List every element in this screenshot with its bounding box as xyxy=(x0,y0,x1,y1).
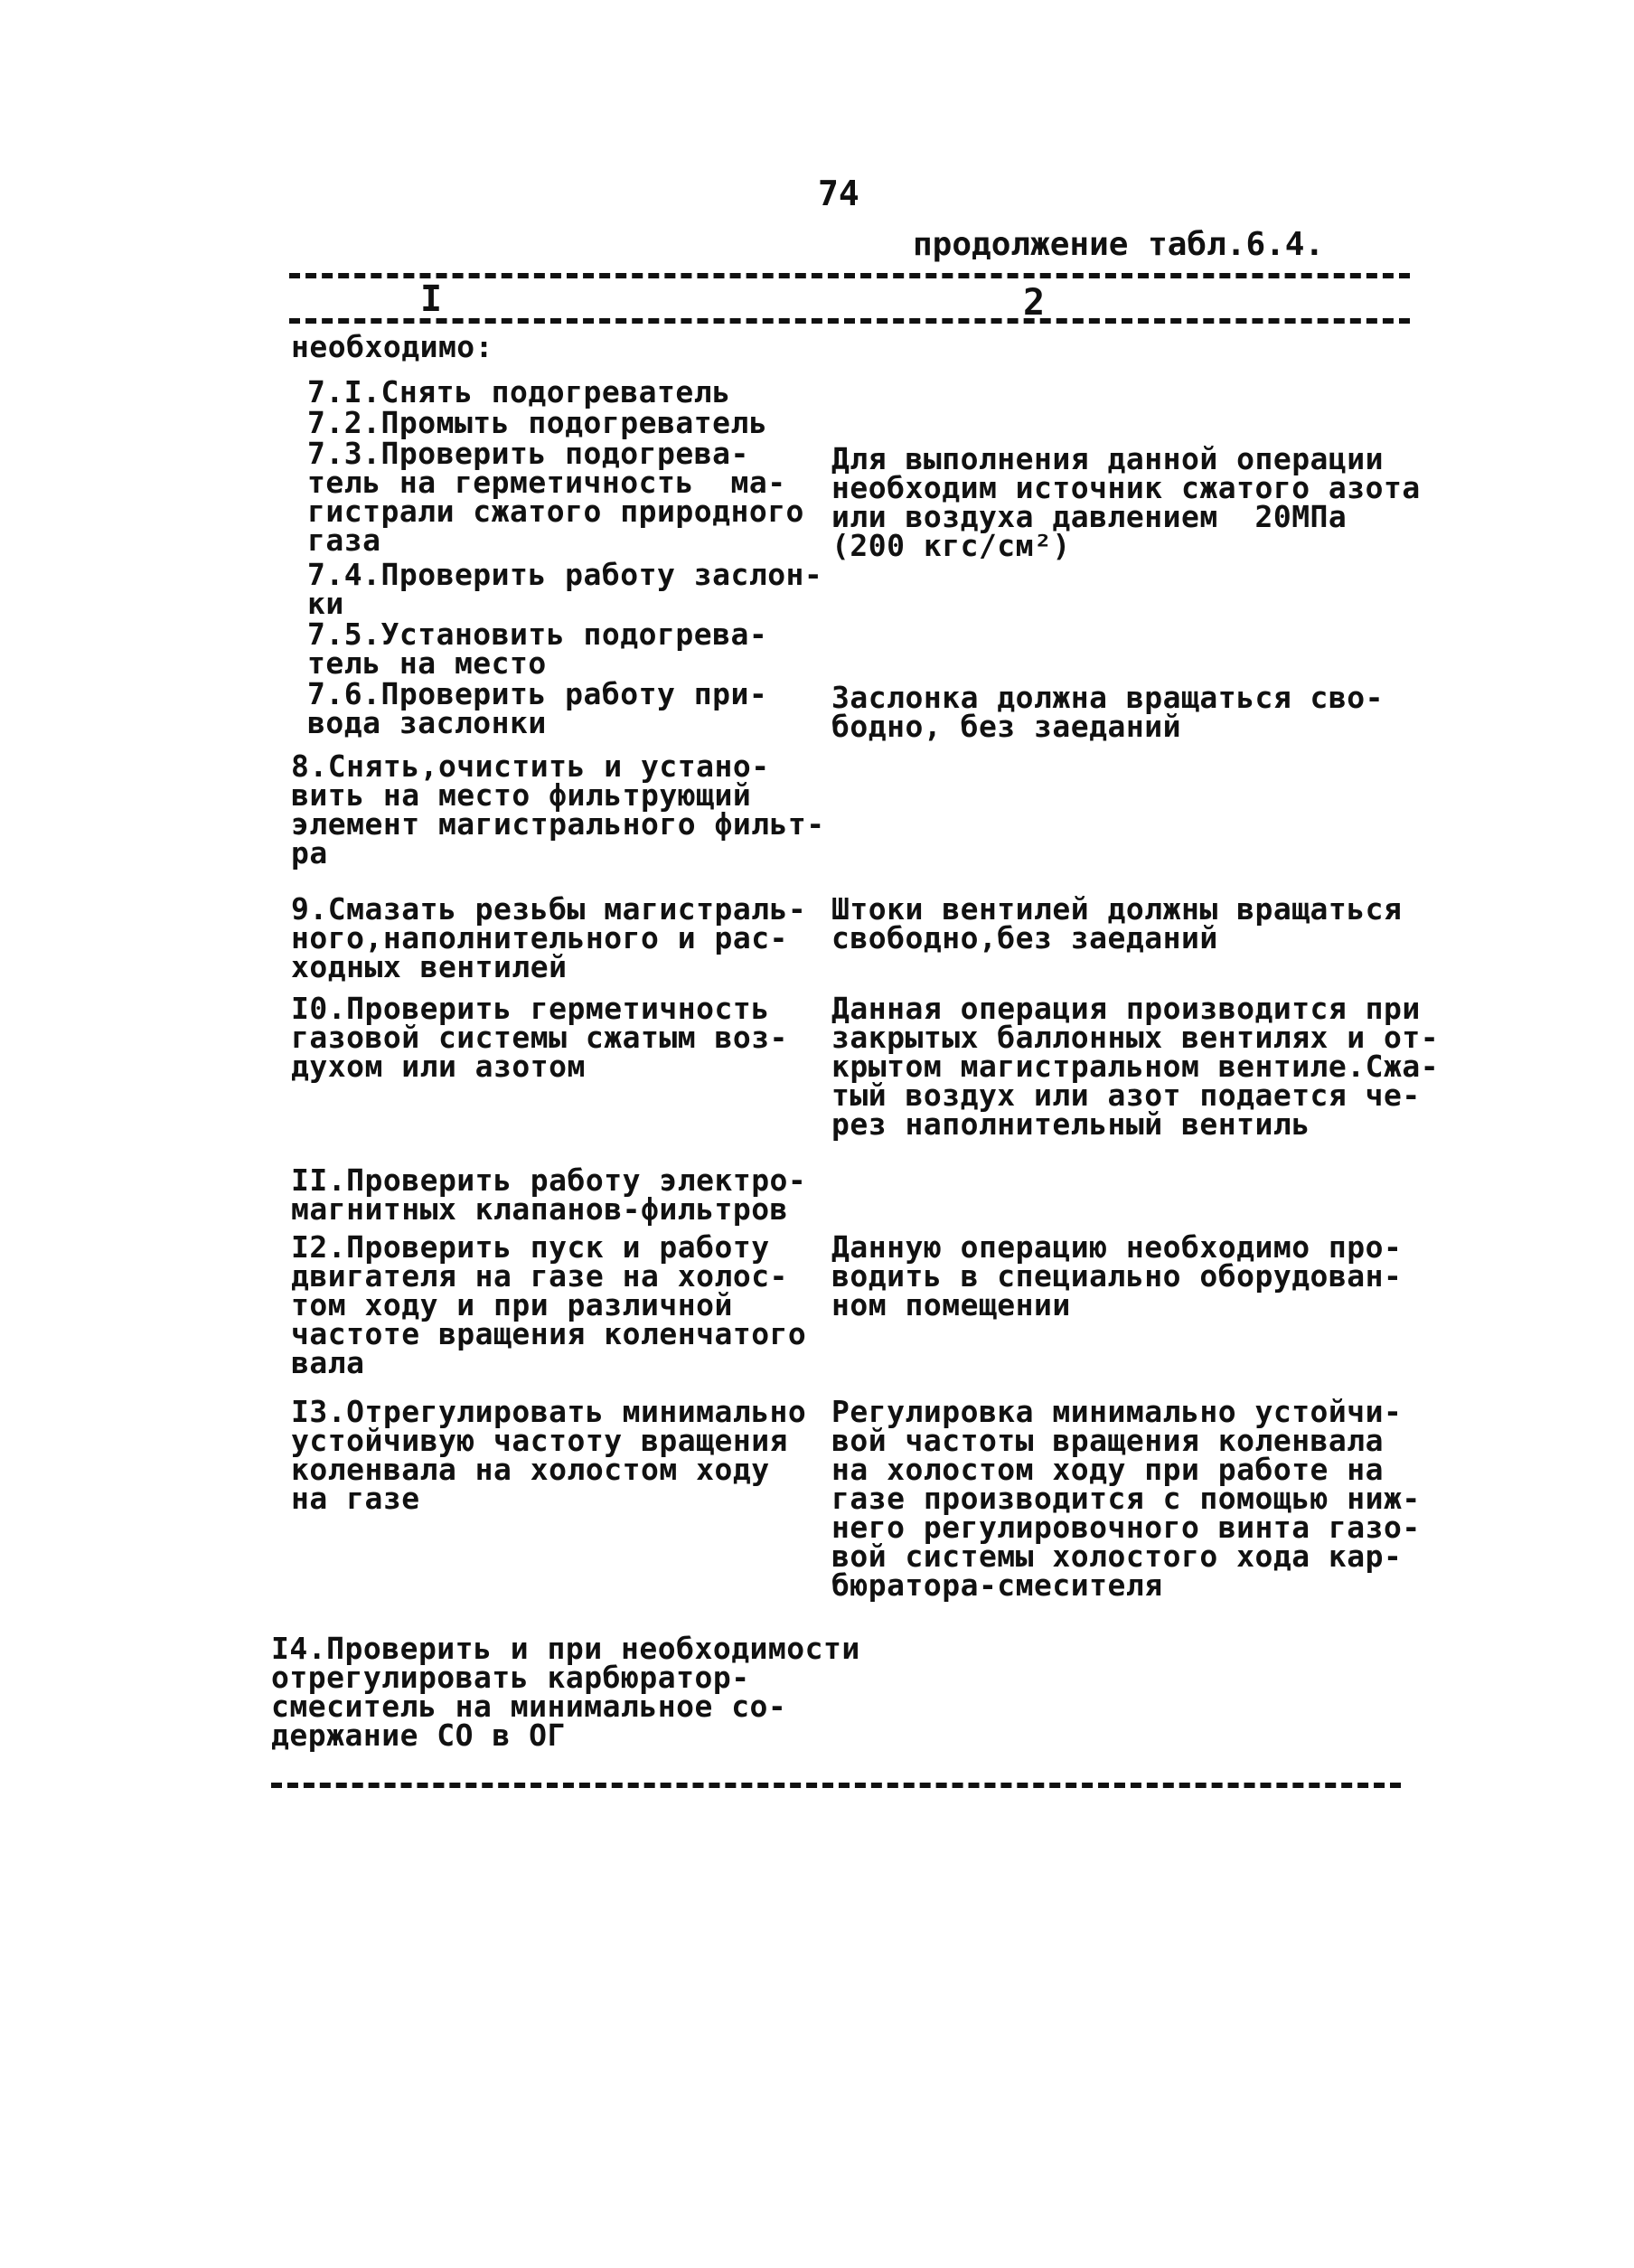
table-caption: продолжение табл.6.4. xyxy=(913,226,1325,263)
step-12: I2.Проверить пуск и работу двигателя на газе на холос- том ходу и при различной частоте вращения коленчатого вала xyxy=(291,1229,807,1380)
step-7-5: 7.5.Установить подогрева- тель на место xyxy=(307,616,768,681)
note-10: Данная операция производится при закрытых баллонных вентилях и от- крытом магистральном вентиле.Сжа- тый воздух или азот подается че- рез наполнительный вентиль xyxy=(831,991,1440,1142)
note-12: Данную операцию необходимо про- водить в специально оборудован- ном помещении xyxy=(831,1229,1403,1322)
table-bottom-rule xyxy=(271,1783,1401,1788)
step-7-4: 7.4.Проверить работу заслон- ки xyxy=(307,557,823,621)
step-7-1: 7.I.Снять подогреватель xyxy=(307,374,731,409)
step-8: 8.Снять,очистить и устано- вить на место фильтрующий элемент магистрального фильт- ра xyxy=(291,748,825,870)
step-13: I3.Отрегулировать минимально устойчивую частоту вращения коленвала на холостом ходу на газе xyxy=(291,1394,807,1516)
step-10: I0.Проверить герметичность газовой системы сжатым воз- духом или азотом xyxy=(291,991,788,1084)
intro-text: необходимо: xyxy=(291,329,494,364)
column-header-2: 2 xyxy=(1023,282,1046,324)
note-13: Регулировка минимально устойчи- вой частоты вращения коленвала на холостом ходу при работе на газе производится с помощью ниж- него регулировочного винта газо- вой системы холостого хода кар- бюратора-смесителя xyxy=(831,1394,1421,1603)
page-number: 74 xyxy=(818,174,859,213)
table-header-rule xyxy=(289,318,1410,324)
column-header-1: I xyxy=(420,278,443,320)
step-11: II.Проверить работу электро- магнитных клапанов-фильтров xyxy=(291,1162,807,1227)
step-7-2: 7.2.Промыть подогреватель xyxy=(307,405,768,440)
step-7-3: 7.3.Проверить подогрева- тель на герметичность ма- гистрали сжатого природного газа xyxy=(307,436,804,558)
note-7-6: Заслонка должна вращаться сво- бодно, без заеданий xyxy=(831,680,1385,744)
step-9: 9.Смазать резьбы магистраль- ного,наполнительного и рас- ходных вентилей xyxy=(291,891,807,984)
note-9: Штоки вентилей должны вращаться свободно,без заеданий xyxy=(831,891,1403,955)
note-7-3: Для выполнения данной операции необходим источник сжатого азота или воздуха давлением 20МПа (200 кгс/см²) xyxy=(831,441,1421,563)
table-top-rule xyxy=(289,273,1410,278)
step-7-6: 7.6.Проверить работу при- вода заслонки xyxy=(307,676,768,740)
step-14: I4.Проверить и при необходимости отрегулировать карбюратор- смеситель на минимальное со- держание СО в ОГ xyxy=(271,1631,860,1753)
